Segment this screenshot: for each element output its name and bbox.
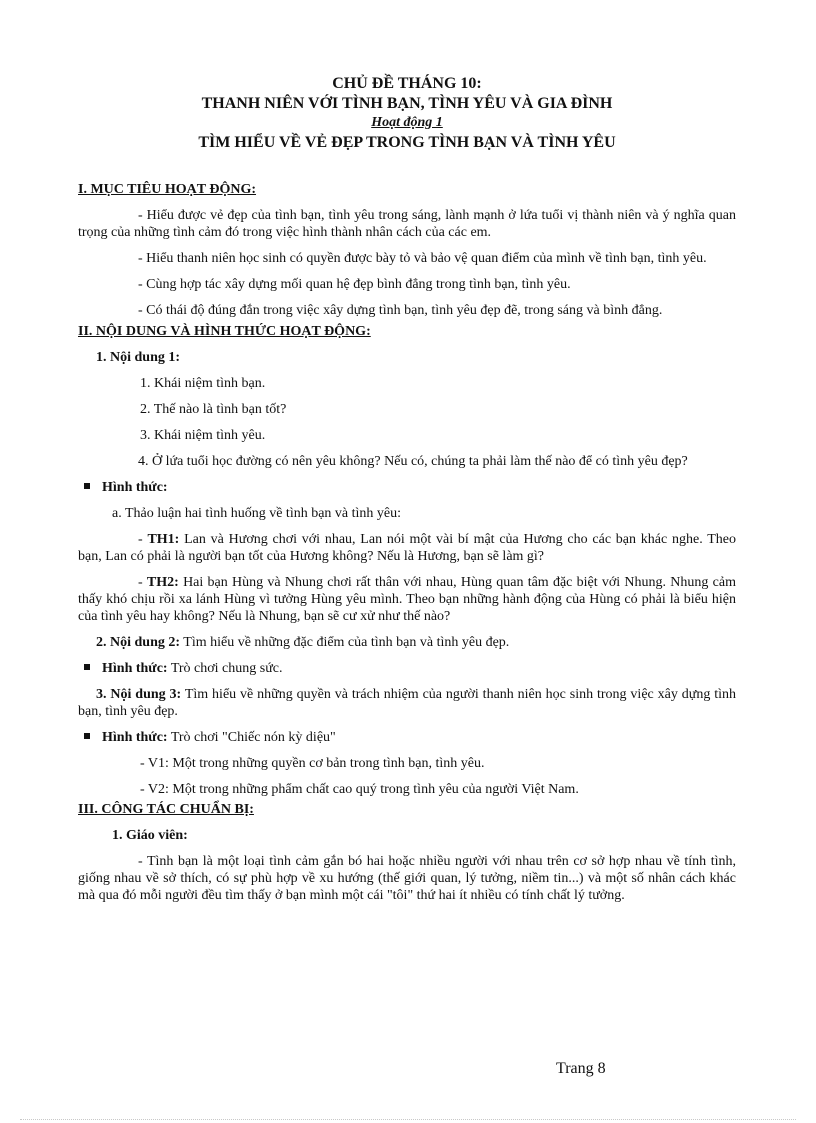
activity-label: Hoạt động 1 xyxy=(371,115,443,130)
topic-title: CHỦ ĐỀ THÁNG 10: xyxy=(332,75,482,92)
teacher-label: 1. Giáo viên: xyxy=(112,828,188,843)
content-3: 3. Nội dung 3: Tìm hiểu về những quyền và trách nhiệm của người thanh niên học sinh trong việc xây dựng tình bạn, tình yêu đẹp. xyxy=(78,687,736,719)
topic-subtitle: THANH NIÊN VỚI TÌNH BẠN, TÌNH YÊU VÀ GIA ĐÌNH xyxy=(201,95,613,112)
situation-1: - TH1: Lan và Hương chơi với nhau, Lan nói một vài bí mật của Hương cho các bạn khác nghe. Theo bạn, Lan có phải là người bạn tốt của Hương không? Nếu là Hương, bạn sẽ làm gì? xyxy=(78,532,736,564)
v2-line: - V2: Một trong những phẩm chất cao quý trong tình yêu của người Việt Nam. xyxy=(140,782,579,797)
document-page xyxy=(78,74,736,904)
square-bullet-icon xyxy=(84,733,90,739)
objective-1: - Hiểu được vẻ đẹp của tình bạn, tình yêu trong sáng, lành mạnh ở lứa tuổi vị thành niên và ý nghĩa quan trọng của những tình cảm đó trong việc hình thành nhân cách của các em. xyxy=(78,208,736,240)
page-divider xyxy=(20,1119,796,1120)
objective-4: - Có thái độ đúng đắn trong việc xây dựng tình bạn, tình yêu đẹp đẽ, trong sáng và bình đẳng. xyxy=(138,303,663,318)
title-block xyxy=(78,74,736,153)
content-1-item-2: 2. Thế nào là tình bạn tốt? xyxy=(140,402,287,417)
page-number: Trang 8 xyxy=(556,1060,606,1077)
form-1-bullet: Hình thức: xyxy=(78,479,736,496)
objective-3: - Cùng hợp tác xây dựng mối quan hệ đẹp bình đẳng trong tình bạn, tình yêu. xyxy=(138,277,571,292)
teacher-text: - Tình bạn là một loại tình cảm gắn bó hai hoặc nhiều người với nhau trên cơ sở hợp nhau về tính tình, giống nhau về sở thích, có sự phù hợp về xu hướng (thế giới quan, lý tưởng, niềm tin...) và một số nhân cách khác mà qua đó mỗi người đều tìm thấy ở bạn mình một cái "tôi" thứ hai ít nhiều có tính chất lý tưởng. xyxy=(78,854,736,903)
section-2-heading: II. NỘI DUNG VÀ HÌNH THỨC HOẠT ĐỘNG: xyxy=(78,324,371,339)
section-3-heading: III. CÔNG TÁC CHUẨN BỊ: xyxy=(78,802,254,817)
objective-2: - Hiểu thanh niên học sinh có quyền được bày tỏ và bảo vệ quan điểm của mình về tình bạn, tình yêu. xyxy=(138,251,707,266)
content-2: 2. Nội dung 2: Tìm hiểu về những đặc điểm của tình bạn và tình yêu đẹp. xyxy=(96,635,510,650)
discussion-line: a. Thảo luận hai tình huống về tình bạn và tình yêu: xyxy=(112,506,402,521)
content-1-label: 1. Nội dung 1: xyxy=(96,350,181,365)
form-3-bullet: Hình thức: Trò chơi "Chiếc nón kỳ diệu" xyxy=(78,729,736,746)
square-bullet-icon xyxy=(84,483,90,489)
content-1-item-1: 1. Khái niệm tình bạn. xyxy=(140,376,266,391)
v1-line: - V1: Một trong những quyền cơ bản trong tình bạn, tình yêu. xyxy=(140,756,485,771)
section-1-heading: I. MỤC TIÊU HOẠT ĐỘNG: xyxy=(78,182,257,197)
form-2-bullet: Hình thức: Trò chơi chung sức. xyxy=(78,660,736,677)
content-1-item-4: 4. Ở lứa tuổi học đường có nên yêu không? Nếu có, chúng ta phải làm thế nào để có tình yêu đẹp? xyxy=(138,454,688,469)
activity-title: TÌM HIỂU VỀ VẺ ĐẸP TRONG TÌNH BẠN VÀ TÌNH YÊU xyxy=(198,134,616,151)
content-1-item-3: 3. Khái niệm tình yêu. xyxy=(140,428,266,443)
square-bullet-icon xyxy=(84,664,90,670)
situation-2: - TH2: Hai bạn Hùng và Nhung chơi rất thân với nhau, Hùng quan tâm đặc biệt với Nhung. Nhung cảm thấy khó chịu rồi xa lánh Hùng vì tưởng Hùng yêu mình. Theo bạn những hành động của Hùng có phải là biểu hiện của tình yêu hay không? Nếu là Nhung, bạn sẽ cư xử như thế nào? xyxy=(78,575,736,624)
